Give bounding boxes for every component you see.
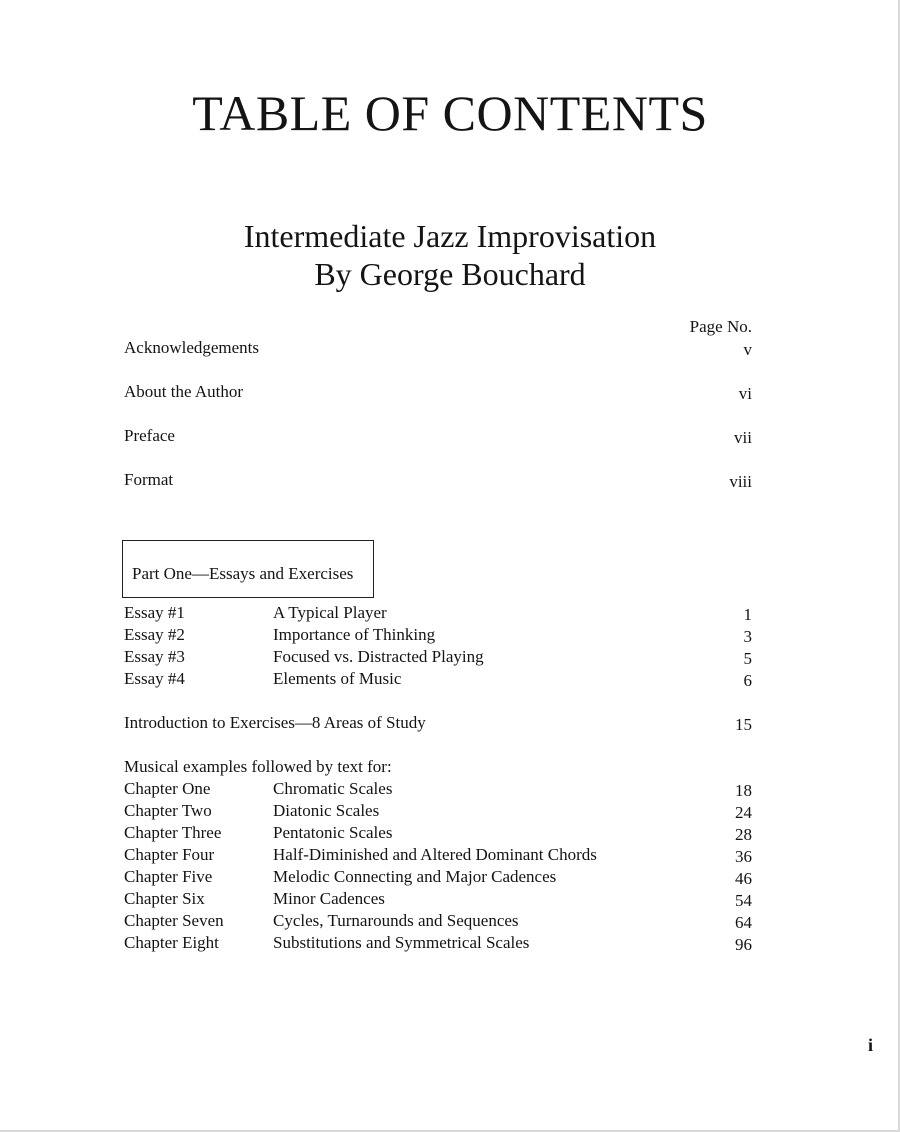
- toc-page-about-author: vi: [738, 384, 752, 403]
- essay-label: Essay #3: [124, 647, 185, 666]
- chapter-page: 18: [735, 781, 752, 800]
- essay-page: 6: [743, 671, 752, 690]
- part-one-heading: Part One—Essays and Exercises: [132, 564, 354, 583]
- page-no-header: Page No.: [689, 317, 752, 336]
- part-one-heading-box: [122, 540, 374, 598]
- essay-label: Essay #2: [124, 625, 185, 644]
- chapter-label: Chapter Eight: [124, 933, 219, 952]
- book-title: Intermediate Jazz Improvisation: [243, 218, 657, 254]
- chapter-page: 24: [735, 803, 752, 822]
- chapter-title: Half-Diminished and Altered Dominant Chords: [273, 845, 597, 864]
- essay-page: 5: [743, 649, 752, 668]
- chapter-label: Chapter Two: [124, 801, 212, 820]
- toc-entry-about-author: About the Author: [124, 382, 243, 401]
- chapter-label: Chapter Six: [124, 889, 205, 908]
- chapter-page: 64: [735, 913, 752, 932]
- chapter-label: Chapter Five: [124, 867, 213, 886]
- chapter-page: 46: [735, 869, 752, 888]
- chapter-title: Melodic Connecting and Major Cadences: [273, 867, 557, 886]
- essay-label: Essay #1: [124, 603, 185, 622]
- page-title: TABLE OF CONTENTS: [192, 85, 708, 141]
- chapter-page: 96: [735, 935, 752, 954]
- chapters-intro: Musical examples followed by text for:: [124, 757, 392, 776]
- essay-title: A Typical Player: [273, 603, 387, 622]
- chapter-title: Minor Cadences: [273, 889, 385, 908]
- toc-page-format: viii: [729, 472, 752, 491]
- chapter-title: Substitutions and Symmetrical Scales: [273, 933, 530, 952]
- toc-page-acknowledgements: v: [743, 340, 752, 359]
- toc-entry-preface: Preface: [124, 426, 175, 445]
- essay-label: Essay #4: [124, 669, 185, 688]
- essay-page: 3: [743, 627, 752, 646]
- chapter-page: 54: [735, 891, 752, 910]
- essay-page: 1: [743, 605, 752, 624]
- page-folio: i: [867, 1035, 873, 1055]
- chapter-label: Chapter Three: [124, 823, 222, 842]
- essay-title: Elements of Music: [273, 669, 402, 688]
- chapter-title: Cycles, Turnarounds and Sequences: [273, 911, 519, 930]
- essay-title: Focused vs. Distracted Playing: [273, 647, 484, 666]
- chapter-title: Chromatic Scales: [273, 779, 393, 798]
- chapter-title: Diatonic Scales: [273, 801, 380, 820]
- author-line: By George Bouchard: [314, 256, 586, 292]
- chapter-label: Chapter Seven: [124, 911, 224, 930]
- essay-title: Importance of Thinking: [273, 625, 436, 644]
- toc-entry-acknowledgements: Acknowledgements: [124, 338, 260, 357]
- chapter-title: Pentatonic Scales: [273, 823, 393, 842]
- introduction-page: 15: [735, 715, 752, 734]
- chapter-page: 36: [735, 847, 752, 866]
- chapter-label: Chapter Four: [124, 845, 215, 864]
- toc-entry-format: Format: [124, 470, 174, 489]
- introduction-entry: Introduction to Exercises—8 Areas of Study: [124, 713, 426, 732]
- chapter-label: Chapter One: [124, 779, 211, 798]
- chapter-page: 28: [735, 825, 752, 844]
- toc-page-preface: vii: [734, 428, 752, 447]
